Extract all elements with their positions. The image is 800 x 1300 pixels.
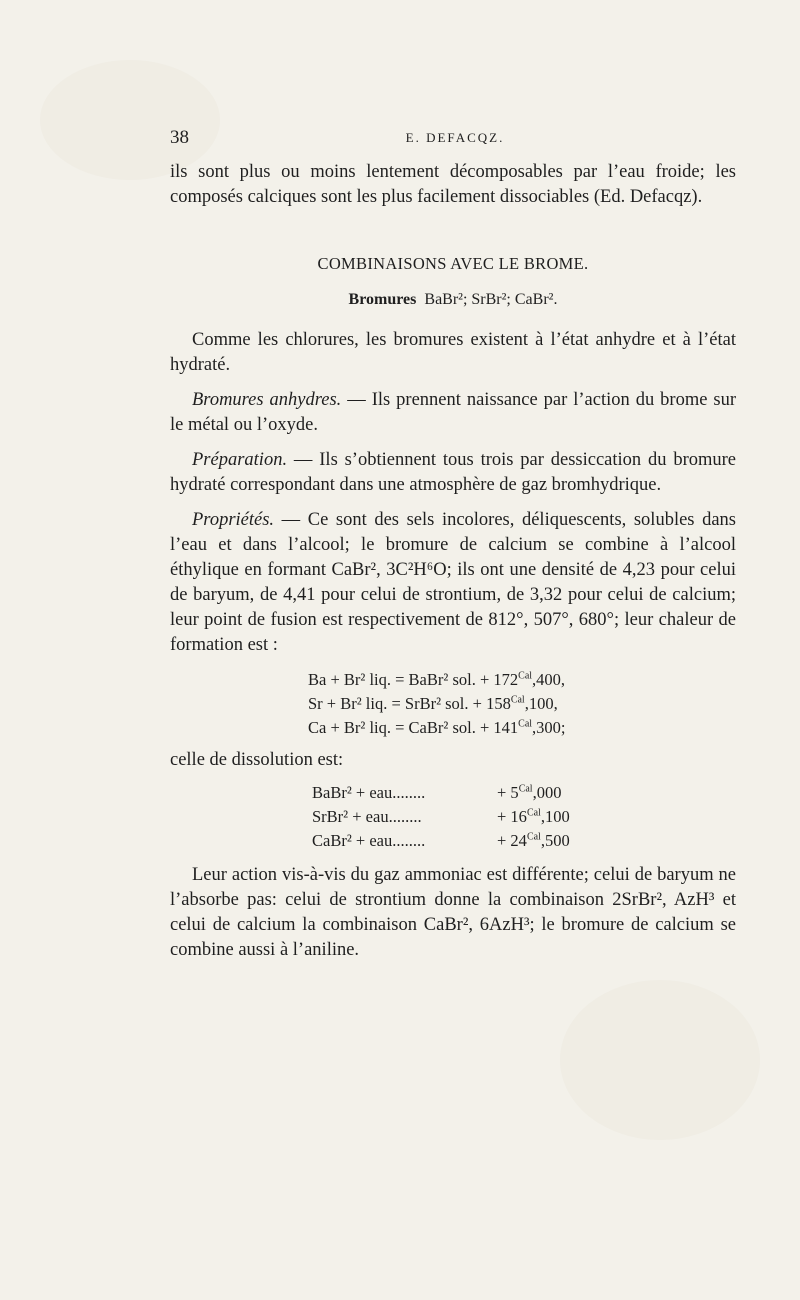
- section-title: COMBINAISONS AVEC LE BROME.: [317, 254, 589, 273]
- paragraph-anhydrous: [170, 388, 736, 438]
- paragraph-text: Ce sont des sels incolores, déliquescents, solubles dans l’eau et dans l’alcool; le bromure de calcium se combine à l’alcool éthylique en formant CaBr², 3C²H⁶O; ils ont une densité de 4,23 pour celui de baryum, de 4,41 pour celui de strontium, de 3,32 pour celui de calcium; leur point de fusion est respectivement de 812°, 507°, 680°; leur chaleur de formation est :: [170, 510, 737, 655]
- dissolution-row: SrBr² + eau........ + $16^{Cal},100$: [312, 807, 570, 826]
- section-subtitle: [170, 287, 736, 312]
- paper-stain: [560, 980, 760, 1140]
- equation-line: Sr + Br² liq. = SrBr² sol. + $158^{Cal},100$,: [308, 694, 558, 713]
- equation-line: Ca + Br² liq. = CaBr² sol. + $141^{Cal},300$;: [308, 718, 566, 737]
- page-number: 38: [170, 127, 189, 148]
- paragraph-dissolution-intro: celle de dissolution est:: [170, 750, 344, 770]
- dissolution-row: BaBr² + eau........ + $5^{Cal},000$: [312, 783, 562, 802]
- em-dash: —: [287, 450, 320, 470]
- running-head: E. DEFACQZ.: [405, 130, 505, 145]
- page-body: [170, 160, 736, 963]
- paragraph-continuation: ils sont plus ou moins lentement décomposables par l’eau froide; les composés calciques sont les plus facilement dissociables (Ed. Defacqz).: [170, 162, 736, 207]
- dissolution-row: CaBr² + eau........ + $24^{Cal},500$: [312, 831, 570, 850]
- italic-lead: Préparation.: [192, 450, 288, 470]
- page-header: [170, 127, 740, 151]
- subtitle-formula: BaBr²; SrBr²; CaBr².: [424, 291, 558, 308]
- paragraph-intro: Comme les chlorures, les bromures existent à l’état anhydre et à l’état hydraté.: [170, 330, 736, 375]
- equation-line: Ba + Br² liq. = BaBr² sol. + $172^{Cal},400$,: [308, 670, 566, 689]
- em-dash: —: [341, 390, 372, 410]
- italic-lead: Propriétés.: [192, 510, 275, 530]
- paragraph-text: Ils prennent naissance par l’action du brome sur le métal ou l’oxyde.: [170, 390, 736, 435]
- paragraph-text: Ils s’obtiennent tous trois par dessiccation du bromure hydraté correspondant dans une atmosphère de gaz bromhydrique.: [170, 450, 737, 495]
- paragraph-preparation: [170, 448, 736, 498]
- dissolution-heat-table: [170, 781, 736, 853]
- em-dash: —: [274, 510, 308, 530]
- italic-lead: Bromures anhydres.: [192, 390, 342, 410]
- paragraph-ammonia: Leur action vis-à-vis du gaz ammoniac est différente; celui de baryum ne l’absorbe pas: celui de strontium donne la combinaison 2SrBr², AzH³ et celui de calcium la combinaison CaBr², 6AzH³; le bromure de calcium se combine aussi à l’aniline.: [170, 865, 736, 960]
- formation-heat-equations: [170, 668, 736, 740]
- paragraph-properties: [170, 508, 736, 658]
- subtitle-label: Bromures: [348, 291, 417, 308]
